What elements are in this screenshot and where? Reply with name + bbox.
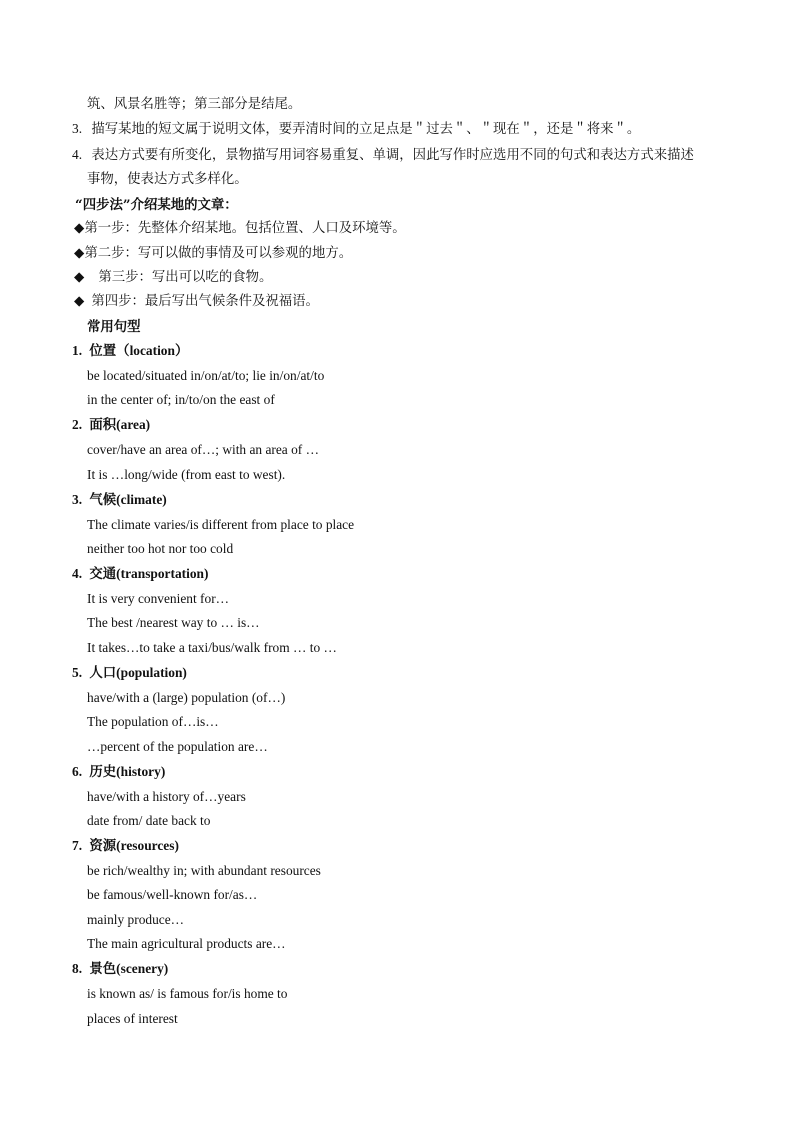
step-text: 第四步：最后写出气候条件及祝福语。: [91, 294, 319, 309]
list-number: 3.: [72, 121, 83, 136]
section-heading: [72, 491, 167, 509]
list-item-text: 描写某地的短文属于说明文体，要弄清时间的立足点是＂过去＂、＂现在＂，还是＂将来＂。: [91, 122, 641, 137]
section-number: 8.: [72, 961, 83, 976]
pattern-line: cover/have an area of…; with an area of …: [87, 442, 319, 457]
step-item: [74, 269, 272, 287]
pattern-line: be famous/well-known for/as…: [87, 887, 258, 902]
patterns-heading: 常用句型: [87, 319, 141, 335]
list-item-3: [72, 120, 640, 139]
pattern-line: in the center of; in/to/on the east of: [87, 392, 275, 407]
section-title: 位置（location）: [89, 343, 189, 358]
section-heading: [72, 837, 179, 855]
pattern-line: places of interest: [87, 1011, 178, 1026]
section-title: 交通(transportation): [89, 566, 209, 581]
list-item-4: [72, 146, 694, 165]
list-number: 4.: [72, 147, 83, 162]
step-item: [74, 220, 406, 238]
section-heading: [72, 565, 208, 583]
pattern-line: have/with a (large) population (of…): [87, 690, 286, 705]
section-number: 6.: [72, 764, 83, 779]
list-item-4-continuation: 事物，使表达方式多样化。: [87, 172, 248, 187]
intro-line-1: 筑、风景名胜等；第三部分是结尾。: [87, 97, 302, 112]
diamond-bullet-icon: ◆: [74, 221, 85, 236]
section-heading: [72, 342, 188, 360]
pattern-line: be rich/wealthy in; with abundant resources: [87, 863, 321, 878]
section-title: 资源(resources): [89, 838, 179, 853]
pattern-line: The best /nearest way to … is…: [87, 615, 260, 630]
step-text: 第一步：先整体介绍某地。包括位置、人口及环境等。: [84, 221, 406, 236]
section-title: 景色(scenery): [89, 961, 169, 976]
section-number: 4.: [72, 566, 83, 581]
pattern-line: The climate varies/is different from place to place: [87, 517, 355, 532]
pattern-line: It takes…to take a taxi/bus/walk from … to …: [87, 640, 337, 655]
section-number: 1.: [72, 343, 83, 358]
section-heading: [72, 416, 150, 434]
pattern-line: neither too hot nor too cold: [87, 541, 234, 556]
section-number: 7.: [72, 838, 83, 853]
list-item-text: 表达方式要有所变化，景物描写用词容易重复、单调，因此写作时应选用不同的句式和表达方式来描述: [91, 148, 694, 163]
step-item: [74, 245, 352, 263]
pattern-line: The population of…is…: [87, 714, 219, 729]
section-number: 5.: [72, 665, 83, 680]
section-title: 面积(area): [89, 417, 151, 432]
pattern-line: is known as/ is famous for/is home to: [87, 986, 288, 1001]
section-title: 历史(history): [89, 764, 166, 779]
pattern-line: date from/ date back to: [87, 813, 211, 828]
diamond-bullet-icon: ◆: [74, 294, 85, 309]
section-title: 气候(climate): [89, 492, 167, 507]
step-item: [74, 293, 319, 311]
section-heading: [72, 960, 168, 978]
section-heading: [72, 763, 165, 781]
section-number: 2.: [72, 417, 83, 432]
step-text: 第二步：写可以做的事情及可以参观的地方。: [84, 246, 353, 261]
diamond-bullet-icon: ◆: [74, 246, 85, 261]
step-text: 第三步：写出可以吃的食物。: [98, 270, 273, 285]
section-title: 人口(population): [89, 665, 187, 680]
pattern-line: It is very convenient for…: [87, 591, 230, 606]
diamond-bullet-icon: ◆: [74, 270, 85, 285]
pattern-line: …percent of the population are…: [87, 739, 268, 754]
pattern-line: be located/situated in/on/at/to; lie in/on/at/to: [87, 368, 325, 383]
section-heading: [72, 664, 187, 682]
pattern-line: It is …long/wide (from east to west).: [87, 467, 286, 482]
pattern-line: The main agricultural products are…: [87, 936, 286, 951]
pattern-line: have/with a history of…years: [87, 789, 246, 804]
section-number: 3.: [72, 492, 83, 507]
method-heading: “四步法”介绍某地的文章：: [75, 197, 238, 213]
pattern-line: mainly produce…: [87, 912, 185, 927]
